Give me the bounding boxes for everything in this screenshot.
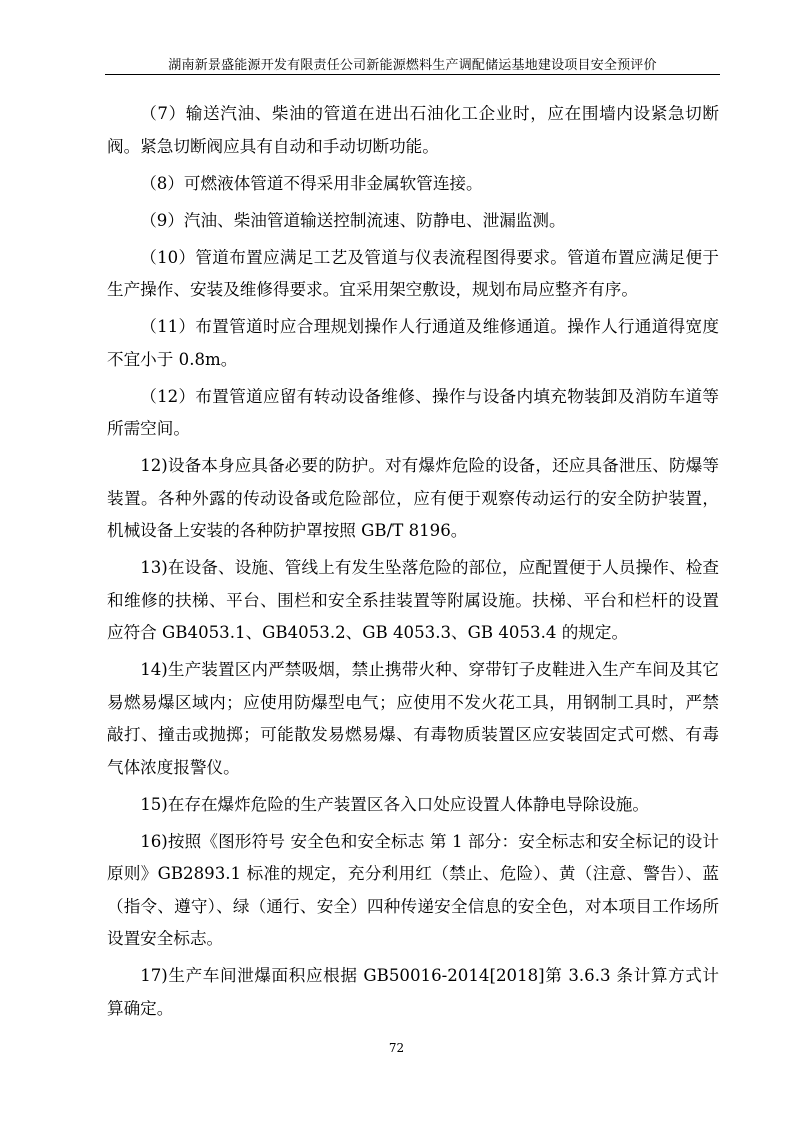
paragraph-item-16: 16)按照《图形符号 安全色和安全标志 第 1 部分：安全标志和安全标记的设计原则》GB2893.1 标准的规定，充分利用红（禁止、危险）、黄（注意、警告）、蓝（指令、遵守）、绿（通行、安全）四种传递安全信息的安全色，对本项目工作场所设置安全标志。 — [107, 831, 719, 948]
paragraph-item-7: （7）输送汽油、柴油的管道在进出石油化工企业时，应在围墙内设紧急切断阀。紧急切断阀应具有自动和手动切断功能。 — [107, 104, 719, 156]
paragraph-item-11: （11）布置管道时应合理规划操作人行通道及维修通道。操作人行通道得宽度不宜小于 0.8m。 — [107, 317, 719, 369]
header-divider — [105, 74, 720, 75]
document-body — [107, 98, 719, 1030]
paragraph-item-12-pipe: （12）布置管道应留有转动设备维修、操作与设备内填充物装卸及消防车道等所需空间。 — [107, 386, 719, 438]
paragraph-item-14: 14)生产装置区内严禁吸烟，禁止携带火种、穿带钉子皮鞋进入生产车间及其它易燃易爆区域内；应使用防爆型电气；应使用不发火花工具，用钢制工具时，严禁敲打、撞击或抛掷；可能散发易燃易爆、有毒物质装置区应安装固定式可燃、有毒气体浓度报警仪。 — [107, 660, 719, 777]
paragraph-item-8: （8）可燃液体管道不得采用非金属软管连接。 — [140, 173, 483, 193]
paragraph-item-13: 13)在设备、设施、管线上有发生坠落危险的部位，应配置便于人员操作、检查和维修的扶梯、平台、围栏和安全系挂装置等附属设施。扶梯、平台和栏杆的设置应符合 GB4053.1、GB4053.2、GB 4053.3、GB 4053.4 的规定。 — [107, 558, 719, 642]
paragraph-item-9: （9）汽油、柴油管道输送控制流速、防静电、泄漏监测。 — [140, 210, 566, 230]
running-header: 湖南新景盛能源开发有限责任公司新能源燃料生产调配储运基地建设项目安全预评价 — [168, 58, 657, 73]
page-number: 72 — [388, 1041, 405, 1055]
paragraph-item-15: 15)在存在爆炸危险的生产装置区各入口处应设置人体静电导除设施。 — [140, 794, 649, 814]
paragraph-item-17: 17)生产车间泄爆面积应根据 GB50016-2014[2018]第 3.6.3 条计算方式计算确定。 — [107, 966, 719, 1018]
paragraph-item-10: （10）管道布置应满足工艺及管道与仪表流程图得要求。管道布置应满足便于生产操作、安装及维修得要求。宜采用架空敷设，规划布局应整齐有序。 — [107, 247, 719, 299]
paragraph-item-12: 12)设备本身应具备必要的防护。对有爆炸危险的设备，还应具备泄压、防爆等装置。各种外露的传动设备或危险部位，应有便于观察传动运行的安全防护装置，机械设备上安装的各种防护罩按照 GB/T 8196。 — [107, 456, 719, 540]
